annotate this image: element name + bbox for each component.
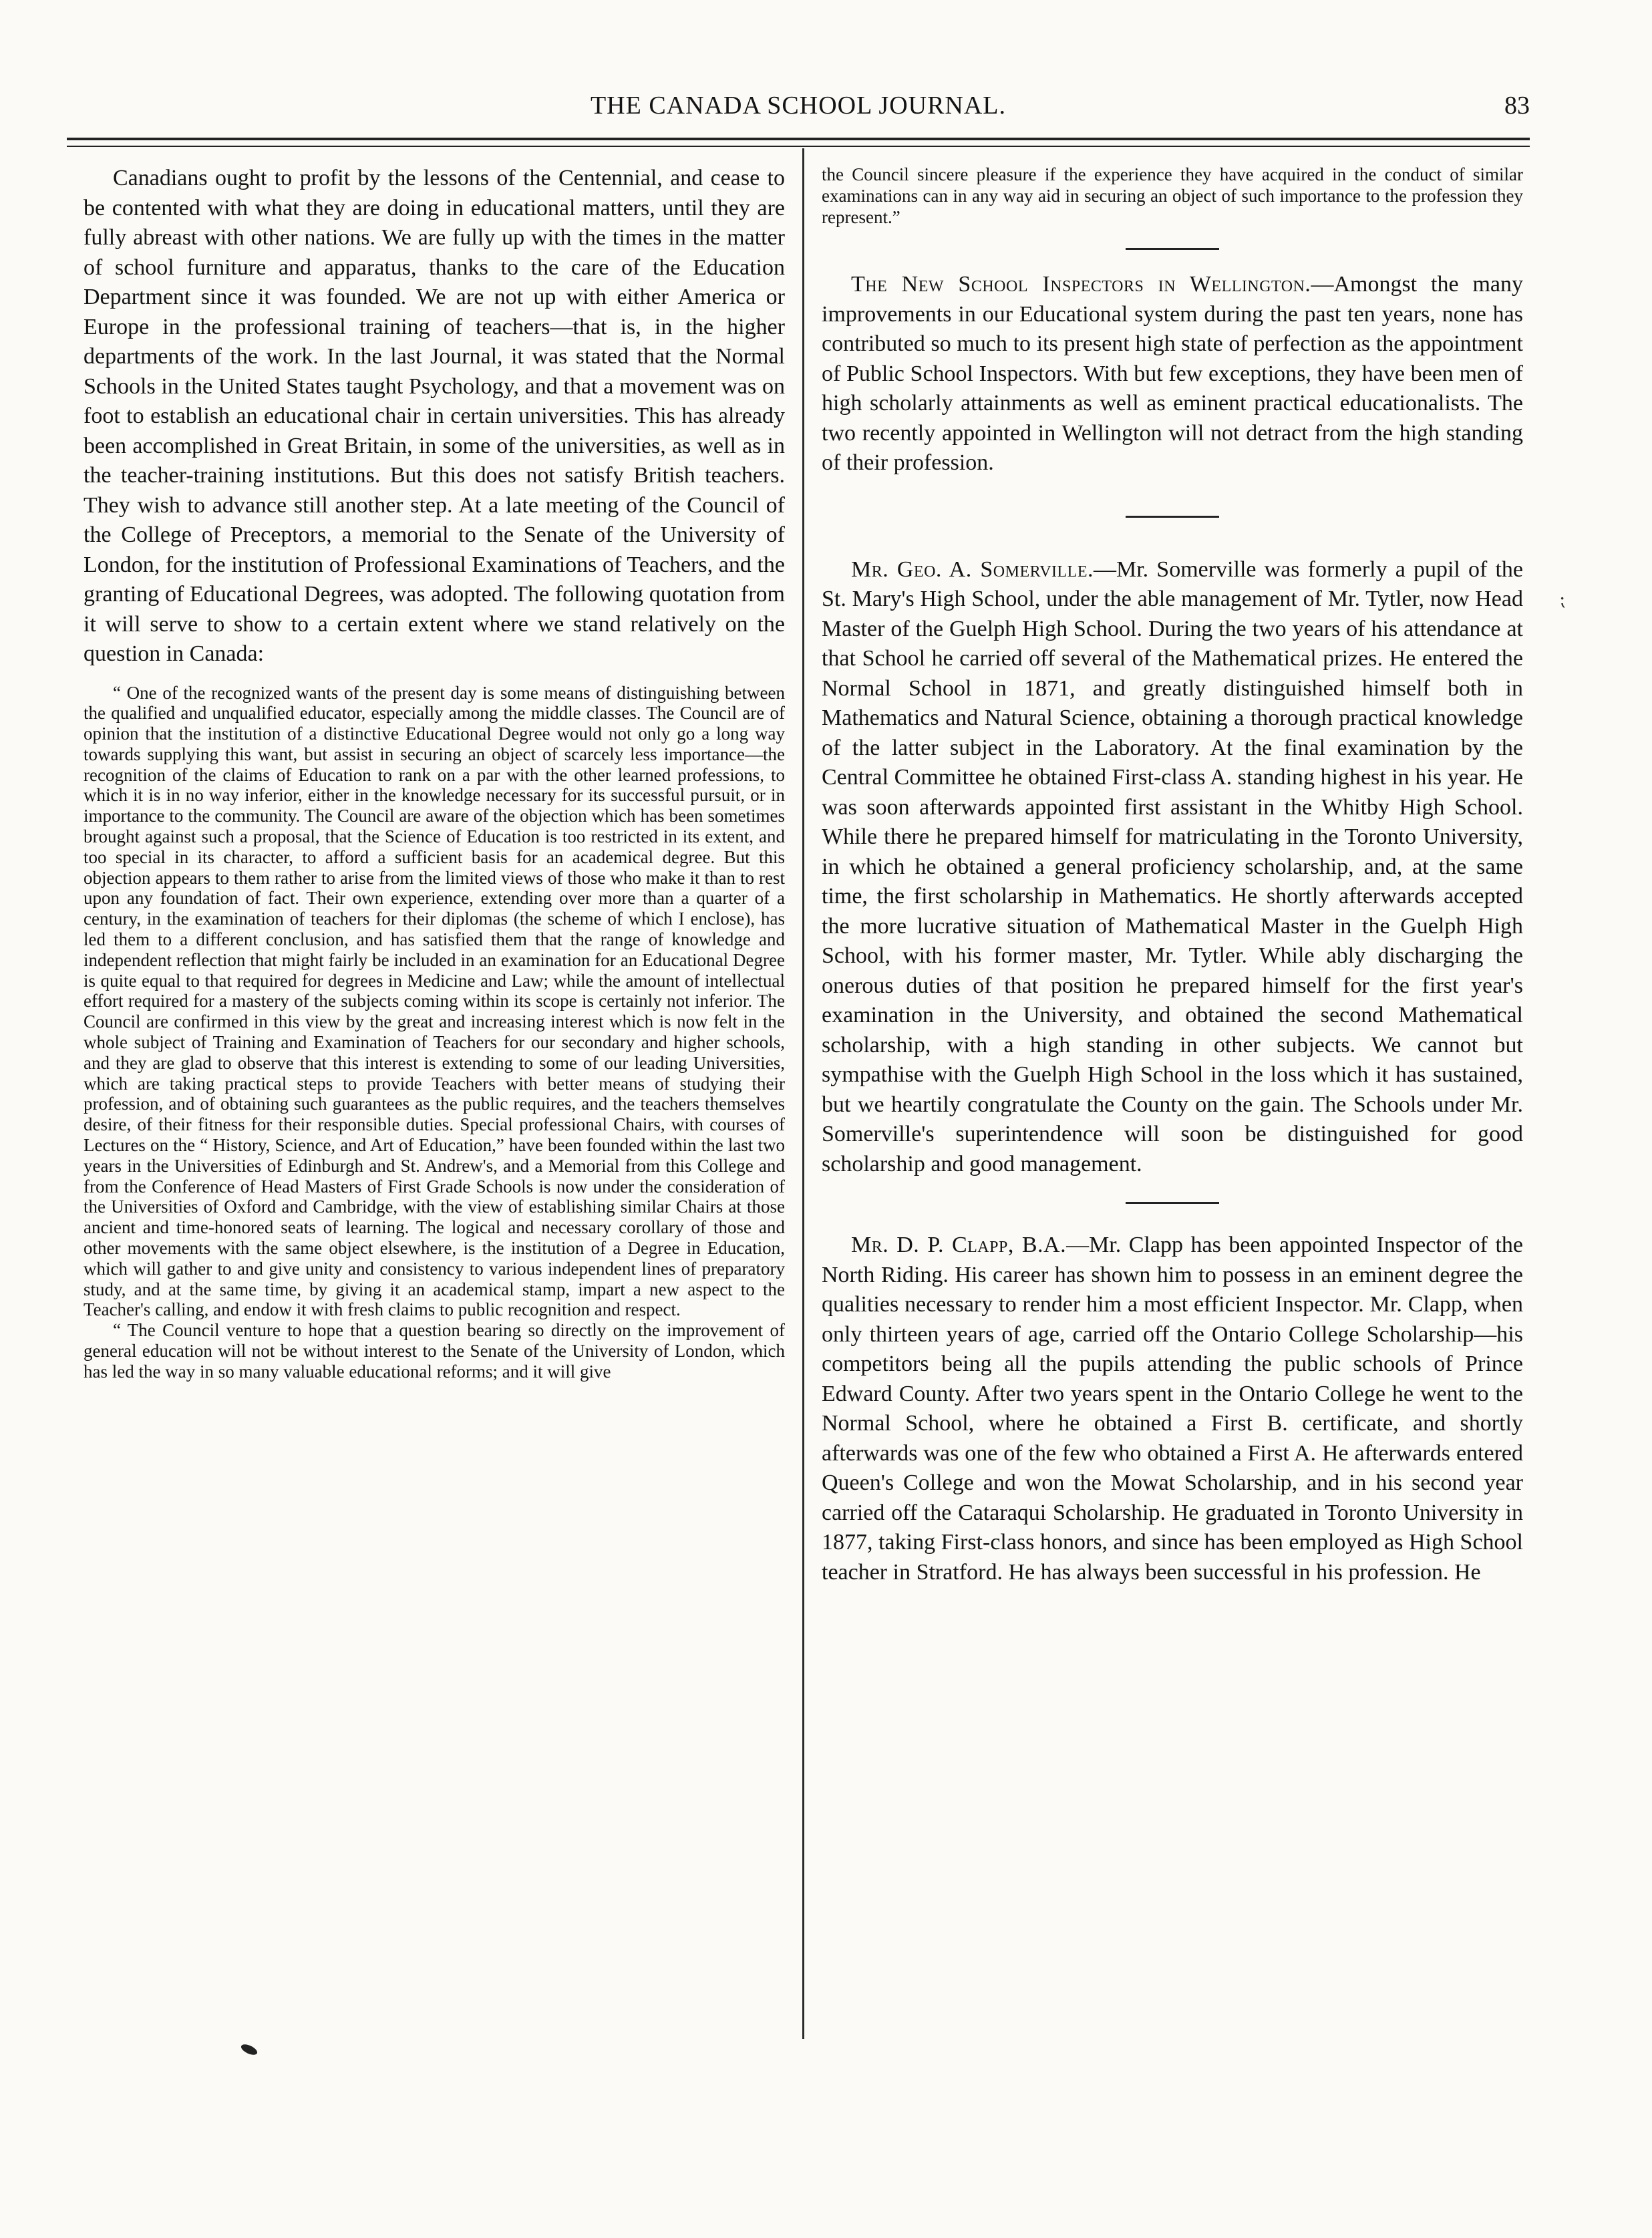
- section-heading: Mr. Geo. A. Somerville.: [851, 556, 1094, 582]
- memorial-quotation-continued: “ The Council venture to hope that a question bearing so directly on the improvement of general education will not be without interest to the Senate of the University of London, which has led the way in so many valuable educational reforms; and it will give: [84, 1320, 785, 1382]
- section-divider-rule: [1126, 516, 1219, 518]
- ink-blot-mark: [240, 2042, 259, 2057]
- section-divider-rule: [1126, 248, 1219, 250]
- memorial-quotation-end: the Council sincere pleasure if the experience they have acquired in the conduct of similar examinations can in any way aid in securing an object of such importance to the profession they represent.”: [822, 164, 1523, 227]
- memorial-quotation: “ One of the recognized wants of the present day is some means of distinguishing between the qualified and unqualified educator, especially among the middle classes. The Council are of opinion that the institution of a distinctive Educational Degree would not only go a long way towards supplying this want, but assist in securing an object of scarcely less importance—the recognition of the claims of Education to rank on a par with the other learned professions, to which it is in no way inferior, either in the knowledge necessary for its successful pursuit, or in importance to the community. The Council are aware of the objection which has been sometimes brought against such a proposal, that the Science of Education is too restricted in its extent, and too special in its character, to afford a sufficient basis for an academical degree. But this objection appears to them rather to arise from the limited views of those who make it than to rest upon any foundation of fact. Their own experience, extending over more than a quarter of a century, in the examination of teachers for their diplomas (the scheme of which I enclose), has led them to a different conclusion, and has satisfied them that the range of knowledge and independent reflection that might fairly be included in an examination for an Educational Degree is quite equal to that required for degrees in Medicine and Law; while the amount of intellectual effort required for a mastery of the subjects coming within its scope is certainly not inferior. The Council are confirmed in this view by the great and increasing interest which is now felt in the whole subject of Training and Examination of Teachers for our secondary and higher schools, and they are glad to observe that this interest is extending to some of our leading Universities, which are taking practical steps to provide Teachers with better means of studying their profession, and of obtaining such guarantees as the public requires, and the teachers themselves desire, of their fitness for their responsible duties. Special professional Chairs, with courses of Lectures on the “ History, Science, and Art of Education,” have been founded within the last two years in the Universities of Edinburgh and St. Andrew's, and a Memorial from this College and from the Conference of Head Masters of First Grade Schools is now under the consideration of the Universities of Oxford and Cambridge, with the view of establishing similar Chairs at those ancient and time-honored seats of learning. The logical and necessary corollary of those and other movements with the same object elsewhere, is the institution of a Degree in Education, which will gather to and give unity and consistency to various independent lines of preparatory study, and at the same time, by giving it an academical stamp, impart a new aspect to the Teacher's calling, and endow it with fresh claims to public recognition and respect.: [84, 682, 785, 1320]
- header-double-rule: [67, 138, 1530, 147]
- column-divider: [802, 148, 804, 2039]
- page-number: 83: [1504, 92, 1530, 120]
- section-body: —Mr. Clapp has been appointed Inspector of the North Riding. His career has shown him to possess in an eminent degree the qualities necessary to render him a most efficient Inspector. Mr. Clapp, when only thirteen years of age, carried off the Ontario College Scholarship—his competitors being all the pupils attending the public schools of Prince Edward County. After two years spent in the Ontario College he went to the Normal School, where he obtained a First B. certificate, and shortly afterwards was one of the few who obtained a First A. He afterwards entered Queen's College and won the Mowat Scholarship, and in his second year carried off the Cataraqui Scholarship. He graduated in Toronto University in 1877, taking First-class honors, and since has been employed as High School teacher in Stratford. He has always been successful in his profession. He: [822, 1233, 1523, 1585]
- section-body: —Amongst the many improvements in our Educational system during the past ten years, none has contributed so much to its present high state of perfection as the appointment of Public School Inspectors. With but few exceptions, they have been men of high scholarly attainments as well as eminent practical educationalists. The two recently appointed in Wellington will not detract from the high standing of their profession.: [822, 272, 1523, 475]
- clapp-section: [822, 1231, 1523, 1587]
- running-title: THE CANADA SCHOOL JOURNAL.: [590, 92, 1007, 120]
- margin-mark: ⁏: [1559, 588, 1566, 610]
- section-heading: Mr. D. P. Clapp, B.A.: [851, 1233, 1067, 1257]
- page-header: [67, 91, 1530, 131]
- article-intro-paragraph: Canadians ought to profit by the lessons of the Centennial, and cease to be contented with what they are doing in educational matters, until they are fully abreast with other nations. We are fully up with the times in the matter of school furniture and apparatus, thanks to the care of the Education Department since it was founded. We are not up with either America or Europe in the professional training of teachers—that is, in the higher departments of the work. In the last Journal, it was stated that the Normal Schools in the United States taught Psychology, and that a movement was on foot to establish an educational chair in certain universities. This has already been accomplished in Great Britain, in some of the universities, as well as in the teacher-training institutions. But this does not satisfy British teachers. They wish to advance still another step. At a late meeting of the Council of the College of Preceptors, a memorial to the Senate of the University of London, for the institution of Professional Examinations of Teachers, and the granting of Educational Degrees, was adopted. The following quotation from it will serve to show to a certain extent where we stand relatively on the question in Canada:: [84, 166, 785, 666]
- section-heading: The New School Inspectors in Wellington.: [851, 272, 1311, 297]
- section-divider-rule: [1126, 1202, 1219, 1204]
- right-column: [822, 164, 1523, 1587]
- wellington-inspectors-section: [822, 270, 1523, 478]
- section-body: —Mr. Somerville was formerly a pupil of the St. Mary's High School, under the able management of Mr. Tytler, now Head Master of the Guelph High School. During the two years of his attendance at that School he carried off several of the Mathematical prizes. He entered the Normal School in 1871, and greatly distinguished himself both in Mathematics and Natural Science, obtaining a thorough practical knowledge of the latter subject in the Laboratory. At the final examination by the Central Committee he obtained First-class A. standing highest in his year. He was soon afterwards appointed first assistant in the Whitby High School. While there he prepared himself for matriculating in the Toronto University, in which he obtained a general proficiency scholarship, and, at the same time, the first scholarship in Mathematics. He shortly afterwards accepted the more lucrative situation of Mathematical Master in the Guelph High School, with his former master, Mr. Tytler. While ably discharging the onerous duties of that position he prepared himself for the first year's examination in the University, and obtained the second Mathematical scholarship, with a high standing in other subjects. We cannot but sympathise with the Guelph High School in the loss which it has sustained, but we heartily congratulate the County on the gain. The Schools under Mr. Somerville's superintendence will soon be distinguished for good scholarship and good management.: [822, 556, 1523, 1176]
- somerville-section: [822, 555, 1523, 1180]
- left-column: [84, 164, 785, 1382]
